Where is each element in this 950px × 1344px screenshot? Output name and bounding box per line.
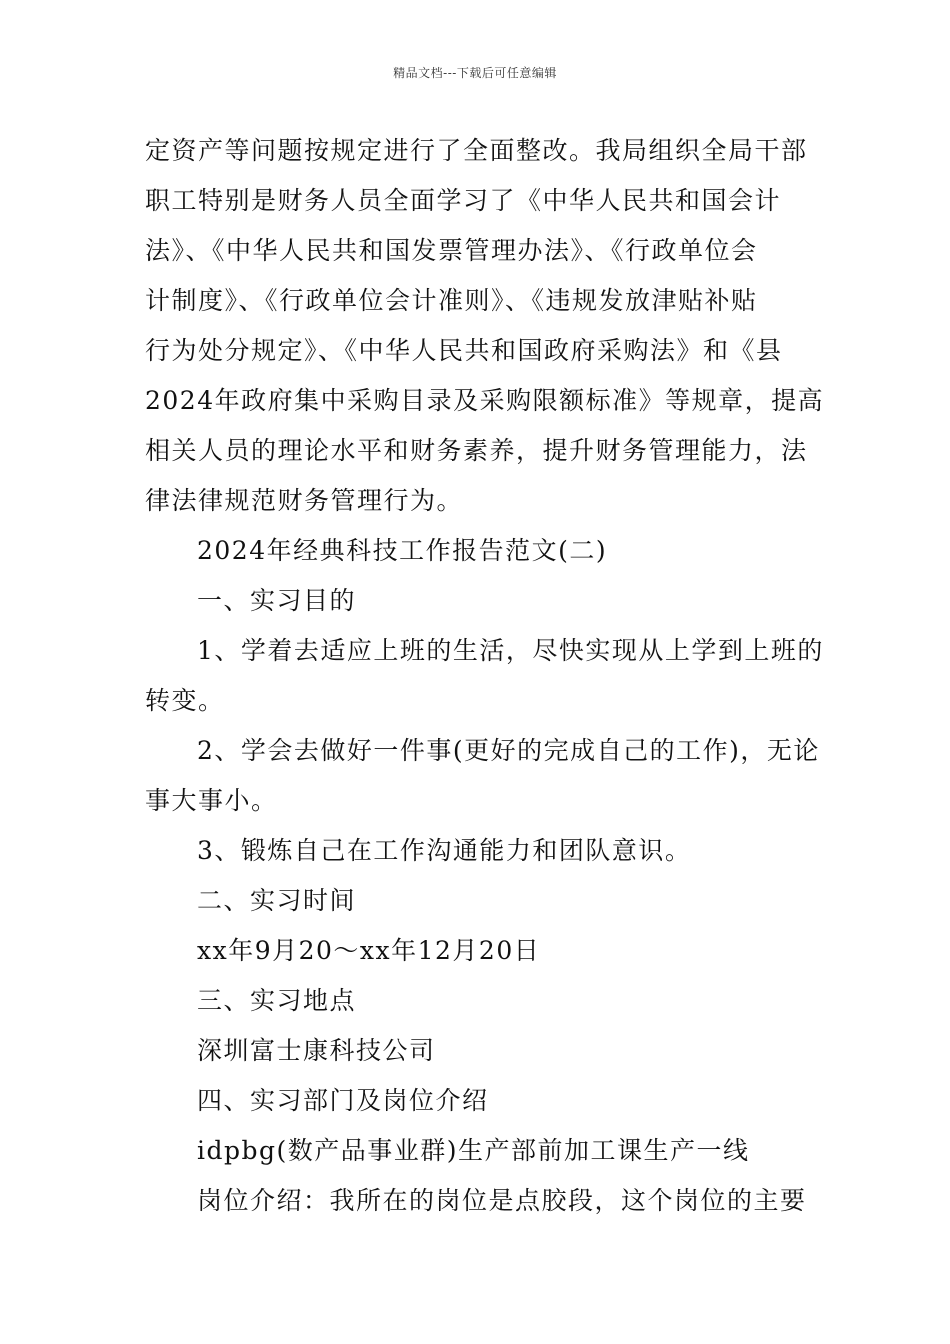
text-line: 律法律规范财务管理行为。 (145, 486, 464, 515)
page-header: 精品文档---下载后可任意编辑 (393, 66, 557, 80)
text-line: xx年9月20～xx年12月20日 (197, 936, 541, 965)
text-line: 相关人员的理论水平和财务素养，提升财务管理能力，法 (145, 436, 808, 465)
text-line: 计制度》、《行政单位会计准则》、《违规发放津贴补贴 (145, 286, 758, 315)
section-title: 2024年经典科技工作报告范文(二) (197, 536, 608, 565)
text-line: 定资产等问题按规定进行了全面整改。我局组织全局干部 (145, 136, 808, 165)
text-line: 3、锻炼自己在工作沟通能力和团队意识。 (197, 836, 692, 865)
text-line: 事大事小。 (145, 786, 278, 815)
section-heading: 四、实习部门及岗位介绍 (197, 1086, 489, 1115)
text-line: 转变。 (145, 686, 225, 715)
section-heading: 三、实习地点 (197, 986, 357, 1015)
text-line: 岗位介绍：我所在的岗位是点胶段，这个岗位的主要 (197, 1186, 807, 1215)
text-line: 2、学会去做好一件事(更好的完成自己的工作)，无论 (197, 736, 820, 765)
section-heading: 二、实习时间 (197, 886, 357, 915)
text-line: 1、学着去适应上班的生活，尽快实现从上学到上班的 (197, 636, 824, 665)
text-line: 法》、《中华人民共和国发票管理办法》、《行政单位会 (145, 236, 758, 265)
text-line: 职工特别是财务人员全面学习了《中华人民共和国会计 (145, 186, 782, 215)
text-line: 2024年政府集中采购目录及采购限额标准》等规章，提高 (145, 386, 825, 415)
document-body (145, 126, 825, 1226)
text-line: 行为处分规定》、《中华人民共和国政府采购法》和《县 (145, 336, 783, 365)
section-heading: 一、实习目的 (197, 586, 357, 615)
text-line: idpbg(数产品事业群)生产部前加工课生产一线 (197, 1136, 750, 1165)
text-line: 深圳富士康科技公司 (197, 1036, 436, 1065)
